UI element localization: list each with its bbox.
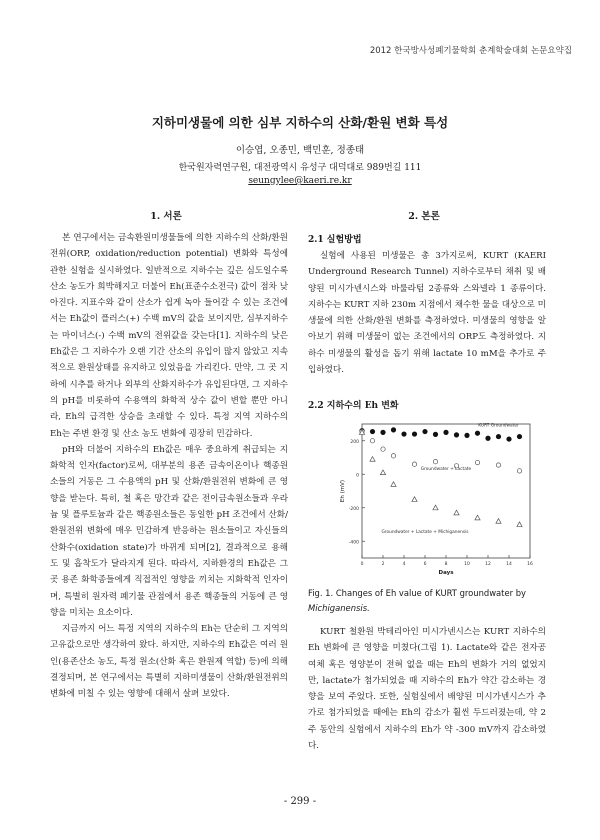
y-tick-label: 0 [356, 473, 359, 479]
section-heading-main: 2. 본론 [408, 211, 440, 222]
figure-caption [308, 586, 546, 616]
data-point-groundwater [443, 430, 448, 435]
data-point-groundwater [496, 434, 501, 439]
data-point-groundwater [380, 430, 385, 435]
data-point-lactate [381, 447, 385, 451]
intro-paragraph-2: pH와 더불어 지하수의 Eh값은 매우 중요하게 취급되는 지화학적 인자(factor)로써, 대부분의 용존 금속이온이나 핵종원소들의 거동은 그 수용액의 pH 및 산화/환원전위 변화에 큰 영향을 받는다. 특히, 철 혹은 망간과 같은 전이금속원소들과 우라늄 및 플루토늄과 같은 핵종원소들은 동일한 pH 조건에서 산화/환원전위 변화에 매우 민감하게 반응하는 원소들이고 자신들의 산화수(oxidation state)가 바뀌게 되며[2], 결과적으로 용해도 및 흡착도가 달라지게 된다. 따라서, 지하환경의 Eh값은 그 곳 용존 화학종들에게 직접적인 영향을 끼치는 지화학적 인자이며, 특별히 원자력 폐기물 관점에서 용존 핵종들의 거동에 큰 영향을 미치는 요소이다. [50, 444, 288, 618]
methods-paragraph: 실험에 사용된 미생물은 총 3가지로써, KURT (KAERI Underground Research Tunnel) 지하수로부터 채취 및 배양된 미시가넨시스와 바룰라텀 2종류와 스와넬라 1 종류이다. 지하수는 KURT 지하 230m 지점에서 채수한 물을 대상으로 미생물에 의한 산화/환원 변화를 측정하였다. 미생물의 영향을 알아보기 위해 미생물이 없는 조건에서의 ORP도 측정하였다. 지하수 미생물의 활성을 돕기 위해 lactate 10 mM을 추가로 주입하였다. [308, 251, 546, 376]
paper-title: 지하미생물에 의한 심부 지하수의 산화/환원 변화 특성 [151, 115, 449, 130]
data-point-groundwater [370, 429, 375, 434]
series-label: Groundwater + Lactate [420, 467, 472, 473]
data-point-groundwater [475, 431, 480, 436]
x-tick-label: 16 [527, 562, 533, 567]
x-axis-label: Days [438, 570, 454, 576]
x-tick-label: 4 [402, 562, 406, 567]
x-tick-label: 10 [464, 562, 470, 567]
intro-paragraph-3: 지금까지 어느 특정 지역의 지하수의 Eh는 단순히 그 지역의 고유값으로만 생각하여 왔다. 하지만, 지하수의 Eh값은 여러 원인(용존산소 농도, 특정 원소(산화 혹은 환원제 역할) 등)에 의해 결정되며, 본 연구에서는 특별히 지하미생물이 산화/환원전위의 변화에 미칠 수 있는 영향에 대해서 살펴 보았다. [50, 624, 288, 700]
x-tick-label: 14 [506, 562, 512, 567]
series-label: KURT Groundwater [478, 423, 519, 429]
author-email: seungylee@kaeri.re.kr [248, 176, 352, 186]
y-tick-label: -400 [348, 540, 359, 546]
y-tick-label: -200 [348, 506, 359, 512]
methods-text-block [308, 248, 546, 382]
x-tick-label: 6 [423, 562, 427, 567]
caption-text: Fig. 1. Changes of Eh value of KURT groundwater by [308, 588, 526, 598]
plot-frame [362, 424, 530, 558]
x-tick-label: 8 [444, 562, 448, 567]
data-point-lactate [370, 439, 374, 443]
data-point-groundwater [401, 431, 406, 436]
data-point-groundwater [517, 434, 522, 439]
section-heading-intro: 1. 서론 [150, 211, 182, 222]
figure-eh-chart [336, 418, 536, 580]
intro-paragraph-1: 본 연구에서는 금속환원미생물들에 의한 지하수의 산화/환원전위(ORP, oxidation/reduction potential) 변화와 특성에 관한 실험을 실시하였다. 일반적으로 지하수는 깊은 심도일수록 산소 농도가 희박해지고 더불어 Eh(표준수소전극) 값이 점차 낮아진다. 지표수와 같이 산소가 쉽게 녹아 들어갈 수 있는 조건에서는 Eh값이 플러스(+) 수백 mV의 값을 보이지만, 심부지하수는 마이너스(-) 수백 mV의 전위값을 갖는다[1]. 지하수의 낮은 Eh값은 그 지하수가 오랜 기간 산소의 유입이 많지 않았고 지속적으로 환원상태를 유지하고 있었음을 가리킨다. 만약, 그 곳 지하에 시추를 하거나 외부의 산화지하수가 유입된다면, 그 지하수의 pH를 비롯하여 수용액의 화학적 상수 값이 변할 뿐만 아니라, Eh의 급격한 상승을 초래할 수 있다. 특정 지역 지하수의 Eh는 주변 환경 및 산소 농도 변화에 굉장히 민감하다. [50, 233, 288, 439]
data-point-groundwater [433, 432, 438, 437]
results-paragraph: KURT 철환원 박테리아인 미시가넨시스는 KURT 지하수의 Eh 변화에 큰 영향을 미쳤다(그림 1). Lactate와 같은 전자공여체 혹은 영양분이 전혀 없을 때는 Eh의 변화가 거의 없었지만, lactate가 첨가되었을 때 지하수의 Eh가 약간 감소하는 경향을 보여 주었다. 또한, 실험실에서 배양된 미시가넨시스가 추가로 첨가되었을 때에는 Eh의 감소가 훨씬 두드러졌는데, 약 2주 동안의 실험에서 지하수의 Eh가 약 -300 mV까지 감소하였다. [308, 627, 546, 752]
data-point-groundwater [506, 436, 511, 441]
page-number: - 299 - [283, 796, 317, 807]
x-tick-label: 0 [360, 562, 364, 567]
caption-species: Michiganensis. [308, 603, 370, 613]
data-point-lactate [433, 459, 437, 463]
data-point-lactate [475, 460, 479, 464]
subsection-heading-methods: 2.1 실험방법 [308, 235, 362, 245]
running-header: 2012 한국방사성폐기물학회 춘계학술대회 논문요약집 [369, 46, 572, 56]
paper-affiliation: 한국원자력연구원, 대전광역시 유성구 대덕대로 989번길 111 [178, 163, 422, 173]
x-tick-label: 2 [381, 562, 385, 567]
data-point-groundwater [391, 427, 396, 432]
subsection-heading-eh: 2.2 지하수의 Eh 변화 [308, 401, 399, 411]
data-point-lactate [496, 463, 500, 467]
data-point-groundwater [485, 436, 490, 441]
paper-authors: 이승엽, 오종민, 백민훈, 정종태 [235, 145, 365, 156]
series-label: Groundwater + Lactate + Michiganensis [381, 529, 469, 535]
data-point-groundwater [454, 432, 459, 437]
data-point-lactate [412, 462, 416, 466]
data-point-groundwater [412, 431, 417, 436]
left-column [50, 230, 288, 785]
y-tick-label: 200 [350, 439, 359, 445]
data-point-lactate [391, 454, 395, 458]
data-point-groundwater [422, 429, 427, 434]
x-tick-label: 12 [485, 562, 491, 567]
y-axis-label: Eh (mV) [340, 479, 346, 503]
data-point-lactate [517, 469, 521, 473]
results-text-block [308, 624, 546, 759]
data-point-groundwater [464, 433, 469, 438]
